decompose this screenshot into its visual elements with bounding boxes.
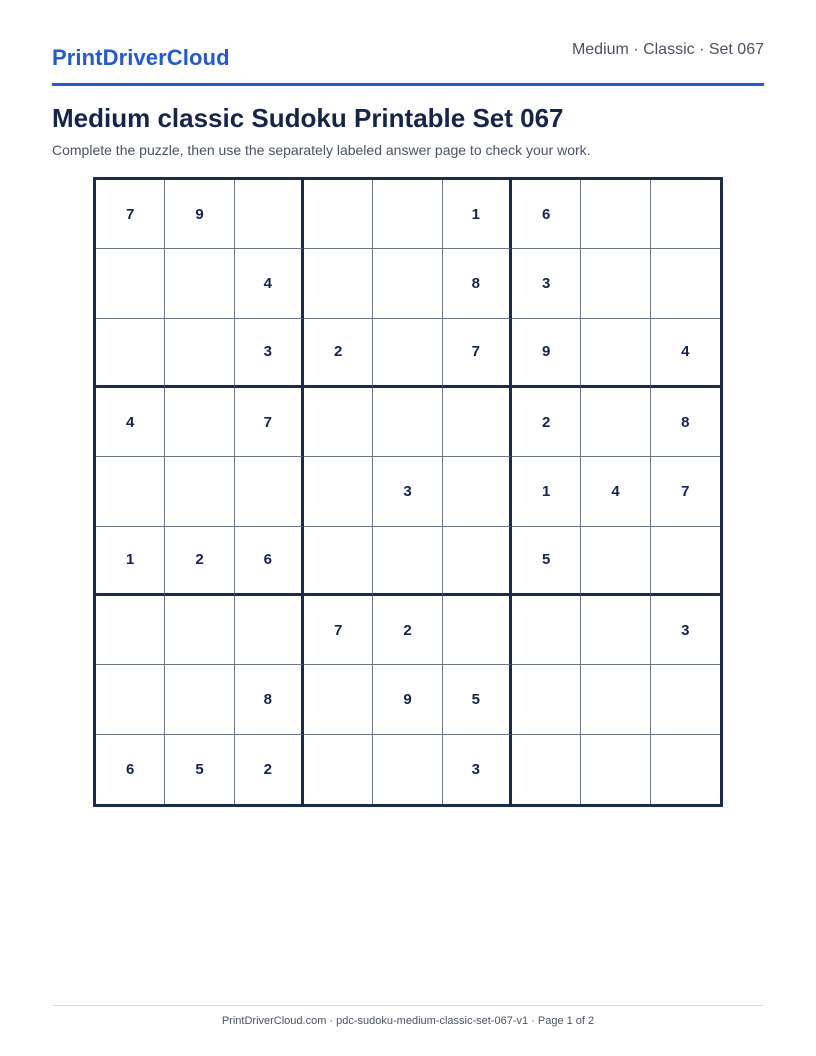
sudoku-cell: 1: [512, 457, 581, 526]
sudoku-cell: [651, 180, 720, 249]
sudoku-cell: [165, 665, 234, 734]
sudoku-cell: 9: [373, 665, 442, 734]
sudoku-cell: [235, 596, 304, 665]
sudoku-cell: [512, 665, 581, 734]
sudoku-cell: [581, 735, 650, 804]
sudoku-cell: 7: [235, 388, 304, 457]
sudoku-cell: 5: [512, 527, 581, 596]
sudoku-cell: [373, 735, 442, 804]
sudoku-cell: 5: [443, 665, 512, 734]
sudoku-cell: [373, 319, 442, 388]
sudoku-cell: 2: [304, 319, 373, 388]
sudoku-cell: [373, 249, 442, 318]
sudoku-cell: [235, 180, 304, 249]
sudoku-cell: 7: [304, 596, 373, 665]
sudoku-cell: 3: [651, 596, 720, 665]
sudoku-cell: 4: [235, 249, 304, 318]
sudoku-cell: [443, 596, 512, 665]
page-footer: PrintDriverCloud.com · pdc-sudoku-medium-classic-set-067-v1 · Page 1 of 2: [221, 1015, 595, 1027]
sudoku-cell: 3: [512, 249, 581, 318]
sudoku-cell: 8: [443, 249, 512, 318]
page-subtitle: Complete the puzzle, then use the separately labeled answer page to check your work.: [52, 142, 591, 158]
sudoku-cell: [304, 249, 373, 318]
sudoku-cell: [304, 388, 373, 457]
brand-logo: PrintDriverCloud: [52, 45, 230, 70]
sudoku-cell: [581, 319, 650, 388]
sudoku-cell: 3: [443, 735, 512, 804]
sudoku-cell: 9: [165, 180, 234, 249]
sudoku-cell: 7: [651, 457, 720, 526]
sudoku-cell: 9: [512, 319, 581, 388]
sudoku-cell: [651, 527, 720, 596]
sudoku-cell: 1: [443, 180, 512, 249]
page-header: [52, 36, 764, 86]
sudoku-cell: 2: [512, 388, 581, 457]
sudoku-cell: 7: [96, 180, 165, 249]
sudoku-cell: [443, 527, 512, 596]
sudoku-cell: [512, 735, 581, 804]
sudoku-cell: [512, 596, 581, 665]
sudoku-cell: [581, 249, 650, 318]
sudoku-cell: [651, 665, 720, 734]
sudoku-cell: 4: [581, 457, 650, 526]
sudoku-cell: [165, 596, 234, 665]
sudoku-cell: [581, 596, 650, 665]
sudoku-cell: [373, 388, 442, 457]
sudoku-cell: [651, 735, 720, 804]
sudoku-cell: [304, 527, 373, 596]
sudoku-cell: [96, 249, 165, 318]
sudoku-grid: [93, 177, 723, 807]
sudoku-cell: 2: [373, 596, 442, 665]
sudoku-cell: [304, 457, 373, 526]
sudoku-cell: 1: [96, 527, 165, 596]
sudoku-cell: 6: [235, 527, 304, 596]
sudoku-cell: 2: [165, 527, 234, 596]
sudoku-cell: [581, 527, 650, 596]
sudoku-cell: [443, 457, 512, 526]
sudoku-cell: 3: [235, 319, 304, 388]
sudoku-cell: [165, 249, 234, 318]
sudoku-cell: 6: [512, 180, 581, 249]
sudoku-cell: [235, 457, 304, 526]
page-title: Medium classic Sudoku Printable Set 067: [52, 103, 564, 133]
sudoku-cell: [581, 180, 650, 249]
sudoku-cell: [96, 457, 165, 526]
sudoku-cell: [165, 388, 234, 457]
sudoku-cell: [96, 319, 165, 388]
sudoku-cell: 8: [651, 388, 720, 457]
sudoku-cell: 7: [443, 319, 512, 388]
sudoku-cell: 6: [96, 735, 165, 804]
sudoku-cell: 5: [165, 735, 234, 804]
sudoku-cell: 3: [373, 457, 442, 526]
sudoku-cell: 2: [235, 735, 304, 804]
footer-divider: [52, 1005, 764, 1006]
sudoku-cell: [443, 388, 512, 457]
sudoku-cell: [96, 596, 165, 665]
sudoku-cell: [581, 665, 650, 734]
sudoku-cell: [651, 249, 720, 318]
sudoku-cell: [304, 735, 373, 804]
sudoku-cell: [165, 457, 234, 526]
sudoku-cell: [373, 527, 442, 596]
sudoku-cell: [373, 180, 442, 249]
sudoku-cell: 8: [235, 665, 304, 734]
puzzle-meta: Medium · Classic · Set 067: [571, 41, 764, 58]
sudoku-cell: [165, 319, 234, 388]
sudoku-cell: 4: [96, 388, 165, 457]
sudoku-cell: [581, 388, 650, 457]
sudoku-cell: [304, 180, 373, 249]
sudoku-cell: 4: [651, 319, 720, 388]
sudoku-cell: [96, 665, 165, 734]
sudoku-cell: [304, 665, 373, 734]
